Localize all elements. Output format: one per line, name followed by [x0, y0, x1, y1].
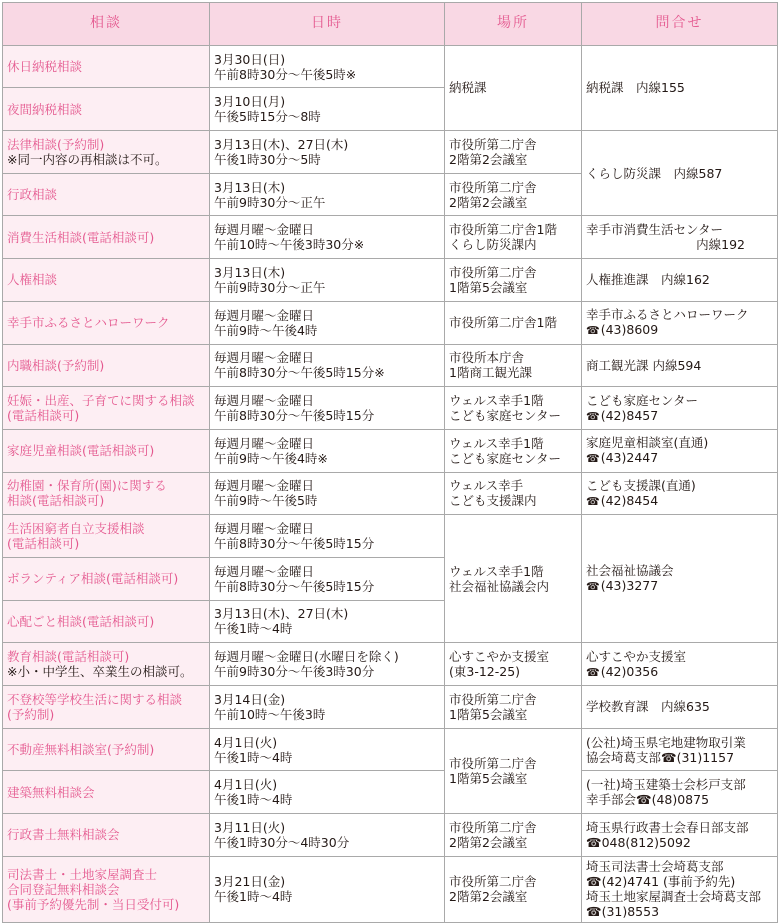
- consultation-contact: 心すこやか支援室 ☎ (42)0356: [582, 643, 778, 686]
- consultation-contact: 納税課 内線155: [582, 45, 778, 130]
- consultation-contact: 学校教育課 内線635: [582, 686, 778, 729]
- consultation-name: 内職相談(予約制): [3, 344, 210, 387]
- phone-icon: [586, 578, 601, 593]
- consultation-place: 心すこやか支援室 (東3-12-25): [445, 643, 582, 686]
- phone-icon: [586, 450, 601, 465]
- consultation-place: 市役所第二庁舎1階 くらし防災課内: [445, 216, 582, 259]
- consultation-time: 3月21日(金) 午後1時～4時: [210, 856, 445, 922]
- consultation-contact: 商工観光課 内線594: [582, 344, 778, 387]
- consultation-place: 市役所本庁舎 1階商工観光課: [445, 344, 582, 387]
- table-row: [3, 686, 778, 729]
- phone-icon: [586, 322, 601, 337]
- consultation-time: 3月13日(木)、27日(木) 午後1時～4時: [210, 600, 445, 643]
- consultation-name: ボランティア相談(電話相談可): [3, 557, 210, 600]
- consultation-name: 行政書士無料相談会: [3, 814, 210, 857]
- consultation-name: 行政相談: [3, 173, 210, 216]
- table-row: [3, 387, 778, 430]
- consultation-place: ウェルス幸手1階 社会福祉協議会内: [445, 515, 582, 643]
- consultation-time: 4月1日(火) 午後1時～4時: [210, 728, 445, 771]
- phone-icon: [586, 493, 601, 508]
- table-row: [3, 216, 778, 259]
- table-row: [3, 814, 778, 857]
- consultation-name: 不動産無料相談室(予約制): [3, 728, 210, 771]
- consultation-time: 4月1日(火) 午後1時～4時: [210, 771, 445, 814]
- consultation-place: 市役所第二庁舎 1階第5会議室: [445, 259, 582, 302]
- phone-icon: [586, 664, 601, 679]
- consultation-name: 法律相談(予約制) ※同一内容の再相談は不可。: [3, 131, 210, 174]
- consultation-time: 毎週月曜～金曜日 午前9時～午後4時: [210, 301, 445, 344]
- consultation-note: ※同一内容の再相談は不可。: [7, 151, 168, 167]
- consultation-time: 3月14日(金) 午前10時～午後3時: [210, 686, 445, 729]
- consultation-name: 教育相談(電話相談可) ※小・中学生、卒業生の相談可。: [3, 643, 210, 686]
- table-row: [3, 131, 778, 174]
- consultation-place: 市役所第二庁舎 2階第2会議室: [445, 131, 582, 174]
- consultation-name: 人権相談: [3, 259, 210, 302]
- consultation-time: 3月30日(日) 午前8時30分～午後5時※: [210, 45, 445, 88]
- consultation-time: 毎週月曜～金曜日(水曜日を除く) 午前9時30分～午後3時30分: [210, 643, 445, 686]
- consultation-name: 幸手市ふるさとハローワーク: [3, 301, 210, 344]
- table-row: [3, 728, 778, 771]
- table-row: [3, 429, 778, 472]
- consultation-time: 毎週月曜～金曜日 午前8時30分～午後5時15分: [210, 387, 445, 430]
- table-row: [3, 344, 778, 387]
- table-row: [3, 45, 778, 88]
- consultation-contact: 社会福祉協議会 ☎ (43)3277: [582, 515, 778, 643]
- phone-icon: [586, 408, 601, 423]
- consultation-time: 毎週月曜～金曜日 午前9時～午後4時※: [210, 429, 445, 472]
- consultation-time: 3月13日(木)、27日(木) 午後1時30分～5時: [210, 131, 445, 174]
- consultation-contact: こども支援課(直通) ☎ (42)8454: [582, 472, 778, 515]
- consultation-contact: こども家庭センター ☎ (42)8457: [582, 387, 778, 430]
- header-datetime: 日時: [210, 3, 445, 46]
- table-row: [3, 472, 778, 515]
- header-contact: 問合せ: [582, 3, 778, 46]
- consultation-place: 市役所第二庁舎1階: [445, 301, 582, 344]
- consultation-table: [2, 2, 778, 923]
- consultation-contact: 幸手市消費生活センター 内線192: [582, 216, 778, 259]
- consultation-time: 3月13日(木) 午前9時30分～正午: [210, 259, 445, 302]
- consultation-name: 生活困窮者自立支援相談 (電話相談可): [3, 515, 210, 558]
- consultation-name: 家庭児童相談(電話相談可): [3, 429, 210, 472]
- consultation-place: ウェルス幸手1階 こども家庭センター: [445, 429, 582, 472]
- consultation-contact: (公社)埼玉県宅地建物取引業 協会埼葛支部☎(31)1157: [582, 728, 778, 771]
- consultation-name: 不登校等学校生活に関する相談 (予約制): [3, 686, 210, 729]
- consultation-time: 3月13日(木) 午前9時30分～正午: [210, 173, 445, 216]
- consultation-place: 市役所第二庁舎 1階第5会議室: [445, 728, 582, 813]
- consultation-name: 妊娠・出産、子育てに関する相談 (電話相談可): [3, 387, 210, 430]
- consultation-contact: 埼玉県行政書士会春日部支部 ☎048(812)5092: [582, 814, 778, 857]
- table-row: [3, 301, 778, 344]
- consultation-time: 3月10日(月) 午後5時15分～8時: [210, 88, 445, 131]
- consultation-name: 建築無料相談会: [3, 771, 210, 814]
- consultation-contact: (一社)埼玉建築士会杉戸支部 幸手部会☎(48)0875: [582, 771, 778, 814]
- table-row: [3, 771, 778, 814]
- consultation-place: ウェルス幸手 こども支援課内: [445, 472, 582, 515]
- consultation-place: 納税課: [445, 45, 582, 130]
- consultation-contact: 埼玉司法書士会埼葛支部 ☎(42)4741 (事前予約先) 埼玉土地家屋調査士会埼葛支部 ☎(31)8553: [582, 856, 778, 922]
- consultation-note: ※小・中学生、卒業生の相談可。: [7, 664, 193, 680]
- consultation-contact: くらし防災課 内線587: [582, 131, 778, 216]
- consultation-name: 夜間納税相談: [3, 88, 210, 131]
- consultation-place: 市役所第二庁舎 1階第5会議室: [445, 686, 582, 729]
- consultation-contact: 家庭児童相談室(直通) ☎ (43)2447: [582, 429, 778, 472]
- consultation-place: ウェルス幸手1階 こども家庭センター: [445, 387, 582, 430]
- consultation-place: 市役所第二庁舎 2階第2会議室: [445, 856, 582, 922]
- consultation-time: 毎週月曜～金曜日 午前8時30分～午後5時15分※: [210, 344, 445, 387]
- consultation-place: 市役所第二庁舎 2階第2会議室: [445, 173, 582, 216]
- table-row: [3, 643, 778, 686]
- table-row: [3, 856, 778, 922]
- consultation-time: 毎週月曜～金曜日 午前8時30分～午後5時15分: [210, 557, 445, 600]
- consultation-name: 休日納税相談: [3, 45, 210, 88]
- consultation-contact: 人権推進課 内線162: [582, 259, 778, 302]
- table-row: [3, 259, 778, 302]
- header-consultation: 相談: [3, 3, 210, 46]
- consultation-place: 市役所第二庁舎 2階第2会議室: [445, 814, 582, 857]
- consultation-name: 消費生活相談(電話相談可): [3, 216, 210, 259]
- consultation-time: 毎週月曜～金曜日 午前8時30分～午後5時15分: [210, 515, 445, 558]
- consultation-time: 3月11日(火) 午後1時30分～4時30分: [210, 814, 445, 857]
- consultation-name: 心配ごと相談(電話相談可): [3, 600, 210, 643]
- consultation-name: 司法書士・土地家屋調査士 合同登記無料相談会 (事前予約優先制・当日受付可): [3, 856, 210, 922]
- table-header-row: [3, 3, 778, 46]
- consultation-name: 幼稚園・保育所(園)に関する 相談(電話相談可): [3, 472, 210, 515]
- header-place: 場所: [445, 3, 582, 46]
- consultation-time: 毎週月曜～金曜日 午前9時～午後5時: [210, 472, 445, 515]
- consultation-time: 毎週月曜～金曜日 午前10時～午後3時30分※: [210, 216, 445, 259]
- consultation-contact: 幸手市ふるさとハローワーク ☎ (43)8609: [582, 301, 778, 344]
- table-row: [3, 515, 778, 558]
